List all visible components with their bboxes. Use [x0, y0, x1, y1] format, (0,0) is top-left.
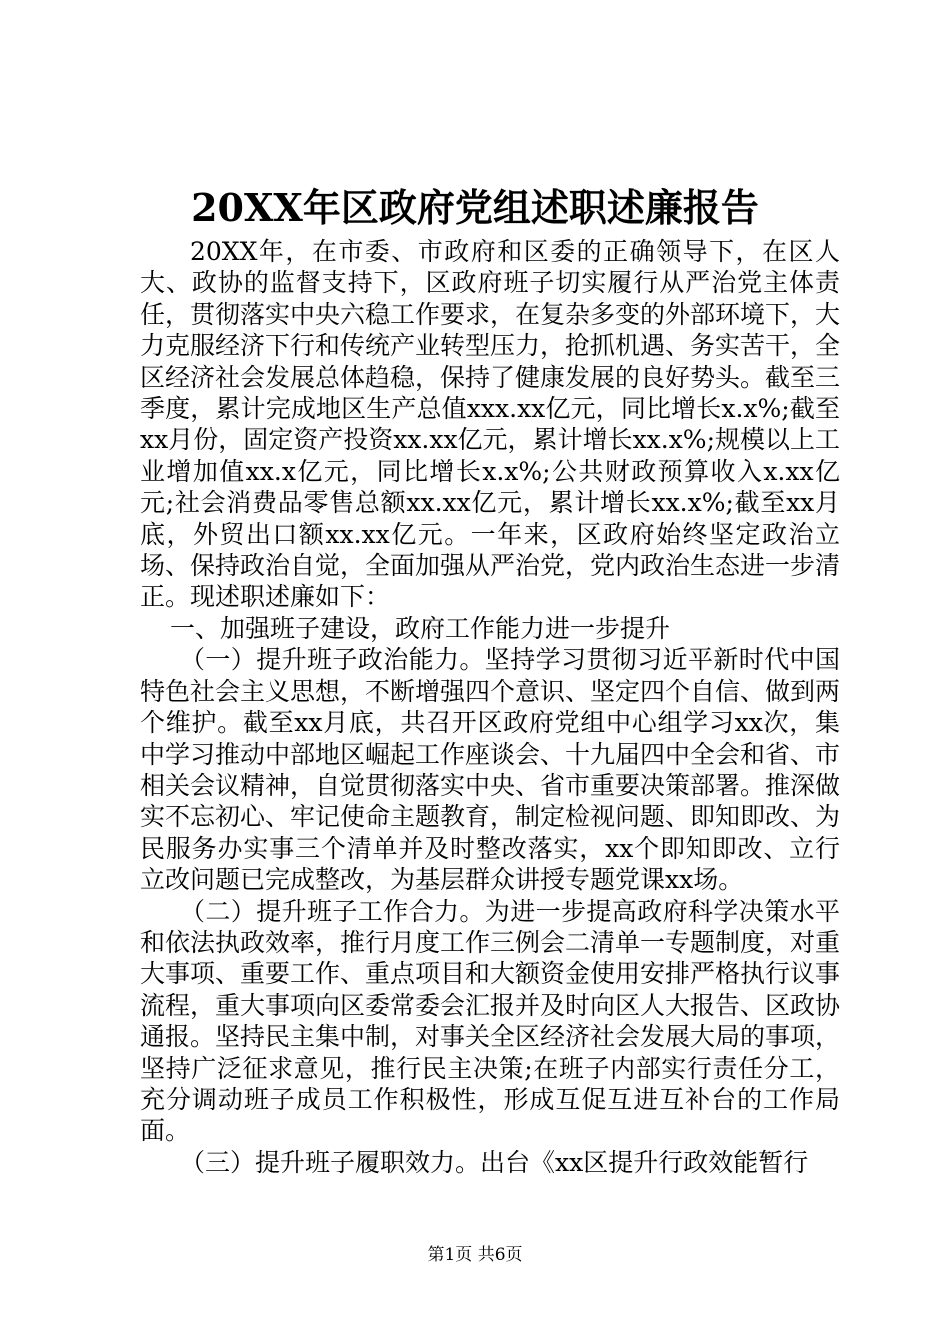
document-body [140, 236, 840, 1178]
intro-paragraph: 20XX年，在市委、市政府和区委的正确领导下，在区人大、政协的监督支持下，区政府班子切实履行从严治党主体责任，贯彻落实中央六稳工作要求，在复杂多变的外部环境下，大力克服经济下行和传统产业转型压力，抢抓机遇、务实苦干，全区经济社会发展总体趋稳，保持了健康发展的良好势头。截至三季度，累计完成地区生产总值xxx.xx亿元，同比增长x.x%;截至xx月份，固定资产投资xx.xx亿元，累计增长xx.x%;规模以上工业增加值xx.x亿元，同比增长x.x%;公共财政预算收入x.xx亿元;社会消费品零售总额xx.xx亿元，累计增长xx.x%;截至xx月底，外贸出口额xx.xx亿元。一年来，区政府始终坚定政治立场、保持政治自觉，全面加强从严治党，党内政治生态进一步清正。现述职述廉如下： [140, 237, 841, 612]
section-heading-1: 一、加强班子建设，政府工作能力进一步提升 [170, 613, 671, 643]
subsection-paragraph-3: （三）提升班子履职效力。出台《xx区提升行政效能暂行 [180, 1147, 809, 1177]
subsection-paragraph-2: （二）提升班子工作合力。为进一步提高政府科学决策水平和依法执政效率，推行月度工作三例会二清单一专题制度，对重大事项、重要工作、重点项目和大额资金使用安排严格执行议事流程，重大事项向区委常委会汇报并及时向区人大报告、区政协通报。坚持民主集中制，对事关全区经济社会发展大局的事项，坚持广泛征求意见，推行民主决策;在班子内部实行责任分工，充分调动班子成员工作积极性，形成互促互进互补台的工作局面。 [140, 896, 841, 1146]
subsection-paragraph-1: （一）提升班子政治能力。坚持学习贯彻习近平新时代中国特色社会主义思想，不断增强四个意识、坚定四个自信、做到两个维护。截至xx月底，共召开区政府党组中心组学习xx次，集中学习推动中部地区崛起工作座谈会、十九届四中全会和省、市相关会议精神，自觉贯彻落实中央、省市重要决策部署。推深做实不忘初心、牢记使命主题教育，制定检视问题、即知即改、为民服务办实事三个清单并及时整改落实，xx个即知即改、立行立改问题已完成整改，为基层群众讲授专题党课xx场。 [140, 645, 841, 895]
document-title: 20XX年区政府党组述职述廉报告 [191, 185, 759, 230]
page-footer: 第1页 共6页 [427, 1245, 523, 1265]
